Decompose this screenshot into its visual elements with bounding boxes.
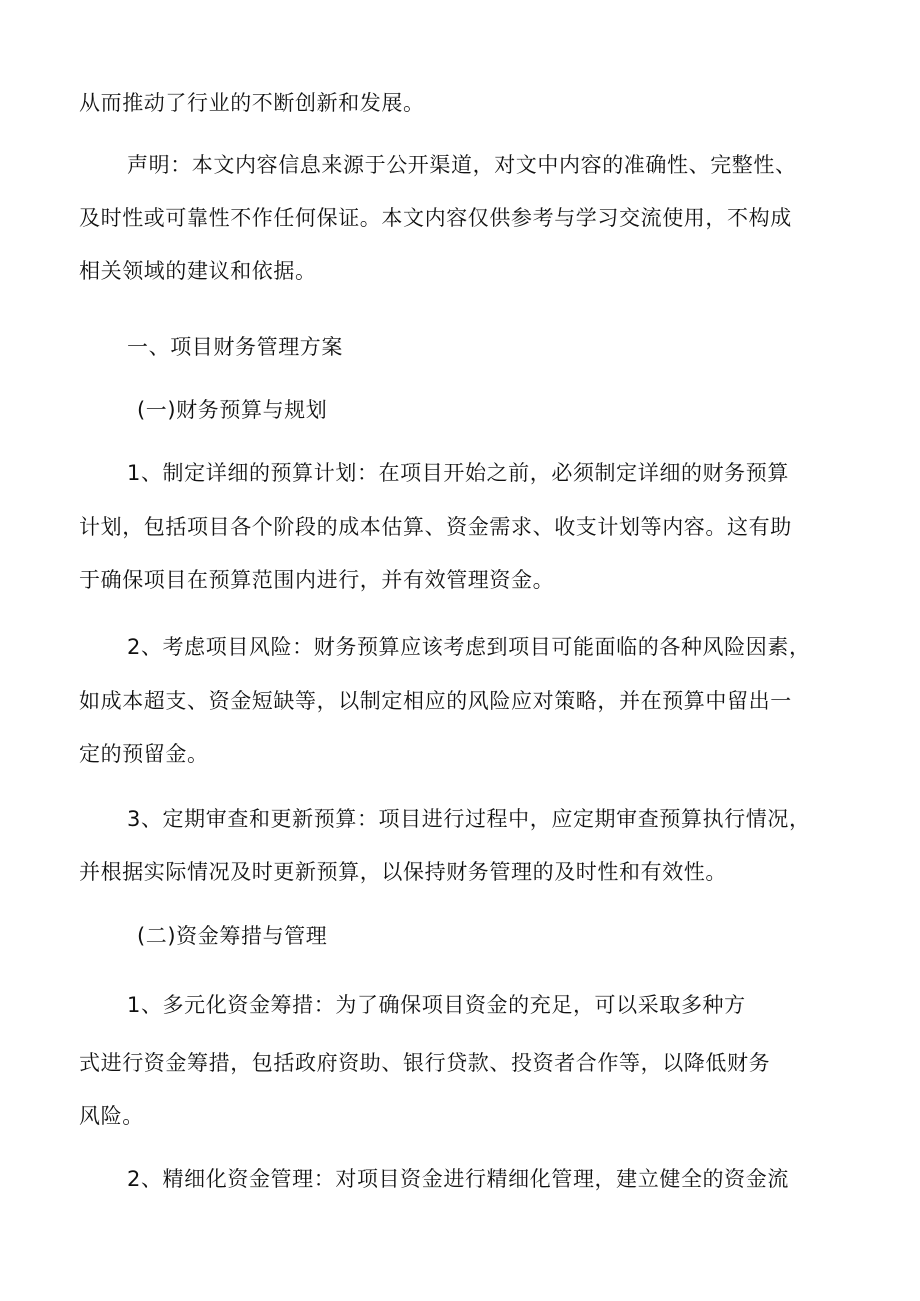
disclaimer-line: 相关领域的建议和依据。: [79, 259, 317, 283]
paragraph-line: 从而推动了行业的不断创新和发展。: [79, 91, 425, 115]
subsection-heading: (一)财务预算与规划: [137, 398, 328, 422]
subsection-heading: (二)资金筹措与管理: [137, 924, 328, 948]
paragraph-line: 2、考虑项目风险：财务预算应该考虑到项目可能面临的各种风险因素，: [127, 635, 811, 659]
section-heading: 一、项目财务管理方案: [127, 335, 343, 359]
paragraph-line: 并根据实际情况及时更新预算，以保持财务管理的及时性和有效性。: [79, 860, 727, 884]
paragraph-line: 1、多元化资金筹措：为了确保项目资金的充足，可以采取多种方: [127, 993, 746, 1017]
paragraph-line: 于确保项目在预算范围内进行，并有效管理资金。: [79, 568, 555, 592]
paragraph-line: 2、精细化资金管理：对项目资金进行精细化管理，建立健全的资金流: [127, 1167, 789, 1191]
disclaimer-line: 及时性或可靠性不作任何保证。本文内容仅供参考与学习交流使用，不构成: [79, 206, 792, 230]
paragraph-line: 计划，包括项目各个阶段的成本估算、资金需求、收支计划等内容。这有助: [79, 515, 792, 539]
paragraph-line: 3、定期审查和更新预算：项目进行过程中，应定期审查预算执行情况，: [127, 807, 811, 831]
disclaimer-line: 声明：本文内容信息来源于公开渠道，对文中内容的准确性、完整性、: [127, 153, 797, 177]
paragraph-line: 定的预留金。: [79, 742, 209, 766]
paragraph-line: 风险。: [79, 1104, 144, 1128]
paragraph-line: 1、制定详细的预算计划：在项目开始之前，必须制定详细的财务预算: [127, 461, 789, 485]
paragraph-line: 如成本超支、资金短缺等，以制定相应的风险应对策略，并在预算中留出一: [79, 689, 792, 713]
paragraph-line: 式进行资金筹措，包括政府资助、银行贷款、投资者合作等，以降低财务: [79, 1051, 771, 1075]
